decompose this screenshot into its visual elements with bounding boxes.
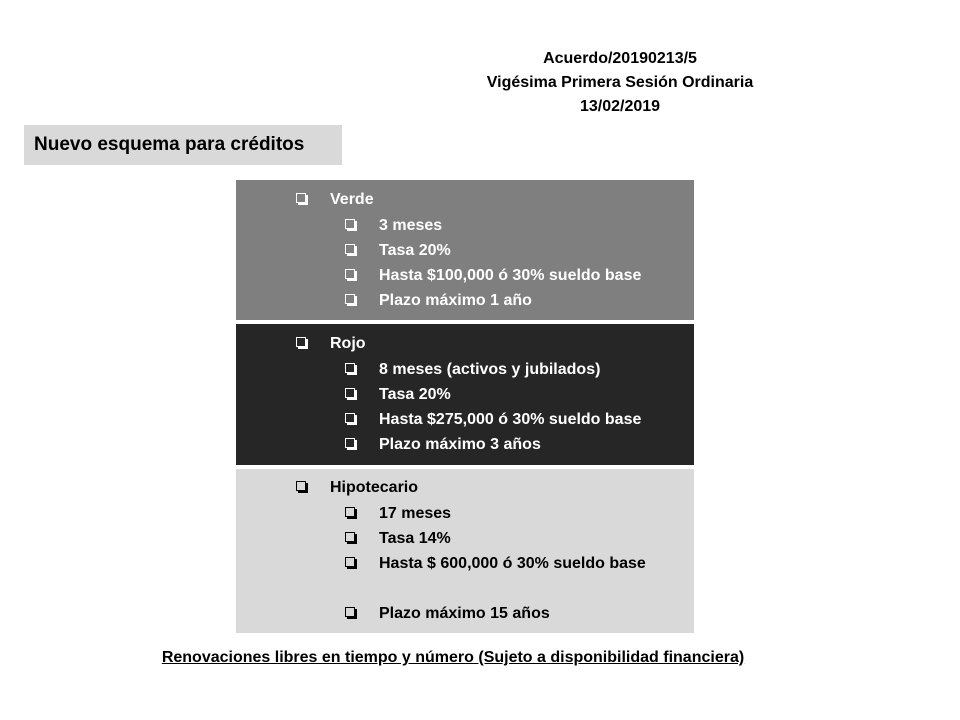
item-label: 17 meses [379,505,452,522]
item-label: 3 meses [379,217,443,234]
checkbox-icon [345,557,355,567]
item-label: Hasta $ 600,000 ó 30% sueldo base [379,555,646,572]
checkbox-icon [345,294,355,304]
checkbox-icon [345,269,355,279]
checkbox-icon [345,438,355,448]
checkbox-icon [296,193,306,203]
item-label: Hasta $100,000 ó 30% sueldo base [379,267,642,284]
agreement-number: Acuerdo/20190213/5 [543,50,697,67]
checkbox-icon [345,607,355,617]
item-label: Plazo máximo 1 año [379,292,532,309]
item-label: Plazo máximo 15 años [379,605,550,622]
panel-rojo [236,324,694,465]
item-label: Plazo máximo 3 años [379,436,541,453]
checkbox-icon [345,244,355,254]
checkbox-icon [296,337,306,347]
footer-note: Renovaciones libres en tiempo y número (Sujeto a disponibilidad financiera) [161,649,745,666]
item-label: Tasa 20% [379,386,451,403]
checkbox-icon [296,481,306,491]
checkbox-icon [345,219,355,229]
session-name: Vigésima Primera Sesión Ordinaria [486,74,754,91]
checkbox-icon [345,363,355,373]
item-label: Hasta $275,000 ó 30% sueldo base [379,411,642,428]
panel-hipotecario [236,469,694,633]
session-date: 13/02/2019 [579,98,661,115]
checkbox-icon [345,388,355,398]
agreement-header [420,47,820,119]
panel-heading: Verde [330,191,374,208]
item-label: Tasa 14% [379,530,451,547]
slide-title: Nuevo esquema para créditos [24,125,342,165]
checkbox-icon [345,507,355,517]
panel-heading: Hipotecario [330,479,419,496]
panel-heading: Rojo [330,335,366,352]
checkbox-icon [345,532,355,542]
item-label: Tasa 20% [379,242,451,259]
panel-verde [236,180,694,320]
item-label: 8 meses (activos y jubilados) [379,361,601,378]
checkbox-icon [345,413,355,423]
